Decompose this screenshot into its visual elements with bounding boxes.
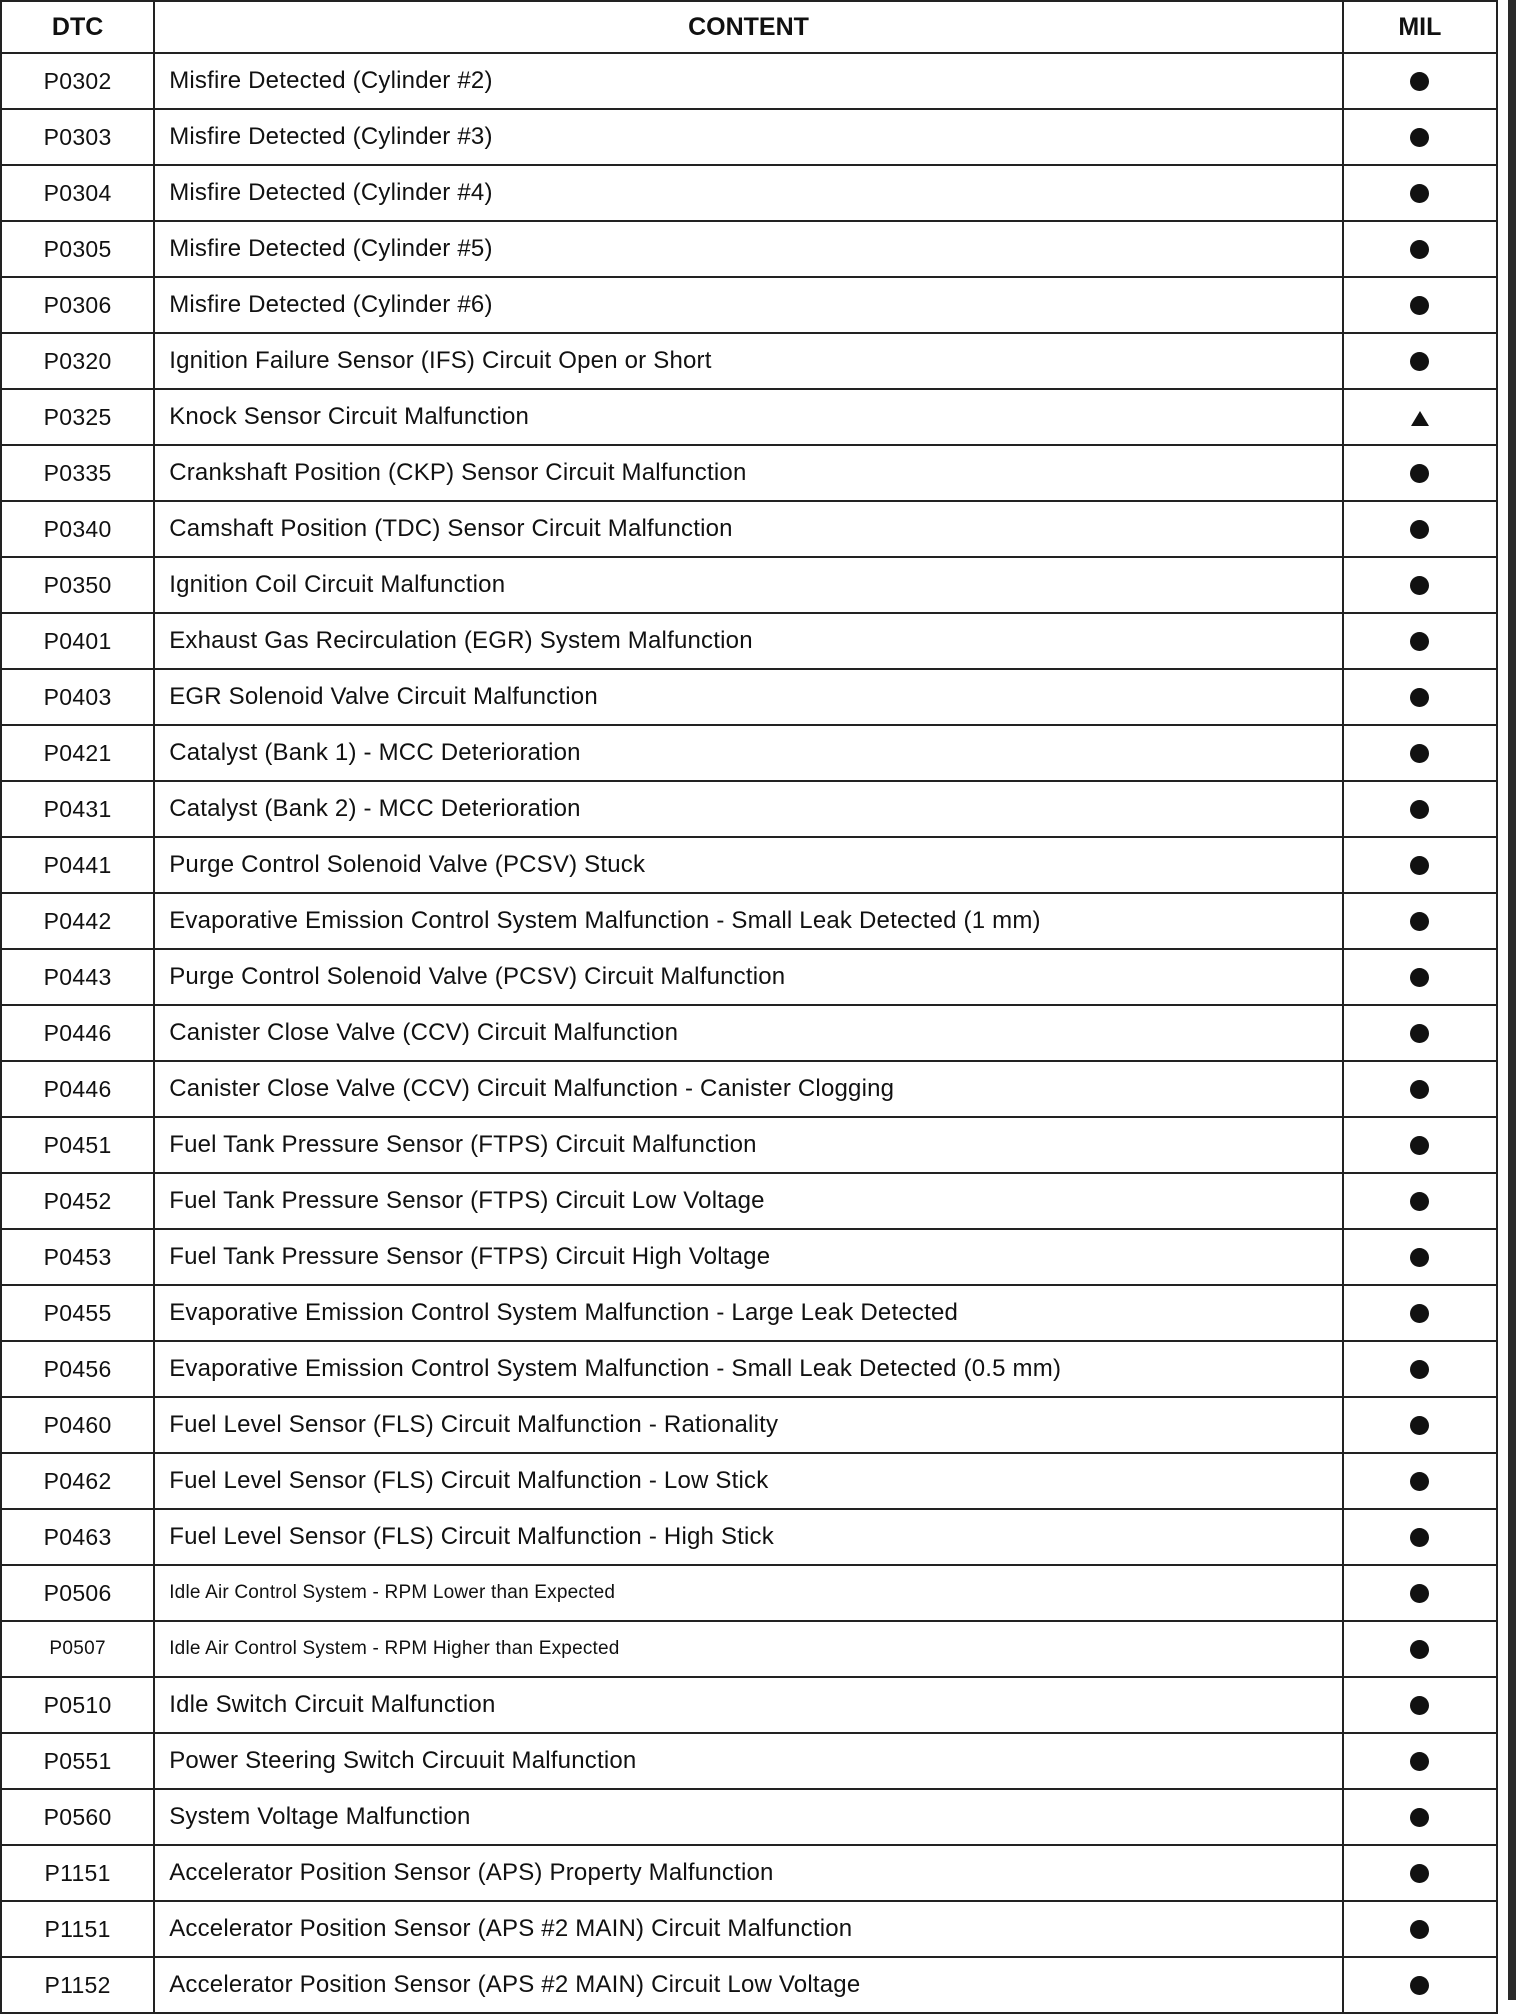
content-description-cell: Fuel Tank Pressure Sensor (FTPS) Circuit Low Voltage — [154, 1173, 1343, 1229]
table-body — [1, 53, 1497, 2013]
mil-cell — [1343, 445, 1497, 501]
table-row — [1, 221, 1497, 277]
table-row — [1, 557, 1497, 613]
mil-cell — [1343, 1229, 1497, 1285]
dtc-code-cell: P1151 — [1, 1845, 154, 1901]
dtc-code-cell: P0463 — [1, 1509, 154, 1565]
content-description-cell: Camshaft Position (TDC) Sensor Circuit Malfunction — [154, 501, 1343, 557]
mil-cell — [1343, 1901, 1497, 1957]
content-description-cell: Fuel Level Sensor (FLS) Circuit Malfunction - Low Stick — [154, 1453, 1343, 1509]
dtc-code-cell: P0460 — [1, 1397, 154, 1453]
content-description-cell: Power Steering Switch Circuuit Malfunction — [154, 1733, 1343, 1789]
dtc-code-cell: P0443 — [1, 949, 154, 1005]
mil-cell — [1343, 893, 1497, 949]
table-row — [1, 445, 1497, 501]
table-row — [1, 389, 1497, 445]
table-row — [1, 501, 1497, 557]
table-row — [1, 1005, 1497, 1061]
table-row — [1, 1565, 1497, 1621]
dtc-code-cell: P0446 — [1, 1005, 154, 1061]
table-row — [1, 1509, 1497, 1565]
mil-dot-icon — [1410, 1416, 1429, 1435]
mil-dot-icon — [1410, 1640, 1429, 1659]
dtc-code-cell: P0507 — [1, 1621, 154, 1677]
table-row — [1, 1957, 1497, 2013]
mil-dot-icon — [1410, 464, 1429, 483]
mil-cell — [1343, 1117, 1497, 1173]
mil-cell — [1343, 725, 1497, 781]
content-description-cell: Fuel Level Sensor (FLS) Circuit Malfunction - High Stick — [154, 1509, 1343, 1565]
mil-cell — [1343, 1453, 1497, 1509]
mil-cell — [1343, 389, 1497, 445]
content-description-cell: Misfire Detected (Cylinder #2) — [154, 53, 1343, 109]
content-description-cell: Idle Air Control System - RPM Lower than Expected — [154, 1565, 1343, 1621]
content-description-cell: Knock Sensor Circuit Malfunction — [154, 389, 1343, 445]
dtc-code-cell: P0325 — [1, 389, 154, 445]
dtc-code-cell: P0350 — [1, 557, 154, 613]
mil-cell — [1343, 1509, 1497, 1565]
content-description-cell: Ignition Failure Sensor (IFS) Circuit Open or Short — [154, 333, 1343, 389]
mil-cell — [1343, 109, 1497, 165]
dtc-code-cell: P0305 — [1, 221, 154, 277]
content-description-cell: EGR Solenoid Valve Circuit Malfunction — [154, 669, 1343, 725]
table-row — [1, 669, 1497, 725]
mil-dot-icon — [1410, 1248, 1429, 1267]
mil-dot-icon — [1410, 1136, 1429, 1155]
mil-cell — [1343, 1397, 1497, 1453]
mil-cell — [1343, 1957, 1497, 2013]
mil-cell — [1343, 1061, 1497, 1117]
dtc-code-cell: P0453 — [1, 1229, 154, 1285]
mil-cell — [1343, 949, 1497, 1005]
mil-dot-icon — [1410, 240, 1429, 259]
mil-cell — [1343, 1565, 1497, 1621]
table-row — [1, 893, 1497, 949]
content-description-cell: Evaporative Emission Control System Malfunction - Large Leak Detected — [154, 1285, 1343, 1341]
mil-dot-icon — [1410, 856, 1429, 875]
mil-triangle-icon — [1411, 411, 1429, 426]
dtc-code-cell: P0401 — [1, 613, 154, 669]
table-row — [1, 1173, 1497, 1229]
content-description-cell: Misfire Detected (Cylinder #6) — [154, 277, 1343, 333]
mil-dot-icon — [1410, 1360, 1429, 1379]
mil-dot-icon — [1410, 968, 1429, 987]
content-description-cell: Canister Close Valve (CCV) Circuit Malfunction - Canister Clogging — [154, 1061, 1343, 1117]
dtc-code-cell: P0431 — [1, 781, 154, 837]
mil-dot-icon — [1410, 296, 1429, 315]
header-content: CONTENT — [154, 1, 1343, 53]
content-description-cell: Ignition Coil Circuit Malfunction — [154, 557, 1343, 613]
table-row — [1, 837, 1497, 893]
table-row — [1, 1845, 1497, 1901]
dtc-code-cell: P0441 — [1, 837, 154, 893]
dtc-code-cell: P0456 — [1, 1341, 154, 1397]
dtc-code-cell: P0340 — [1, 501, 154, 557]
table-row — [1, 53, 1497, 109]
mil-dot-icon — [1410, 352, 1429, 371]
table-row — [1, 1229, 1497, 1285]
dtc-code-cell: P0303 — [1, 109, 154, 165]
mil-cell — [1343, 1621, 1497, 1677]
mil-cell — [1343, 1173, 1497, 1229]
dtc-code-cell: P0421 — [1, 725, 154, 781]
mil-dot-icon — [1410, 1976, 1429, 1995]
content-description-cell: Crankshaft Position (CKP) Sensor Circuit Malfunction — [154, 445, 1343, 501]
table-row — [1, 1341, 1497, 1397]
mil-dot-icon — [1410, 520, 1429, 539]
mil-cell — [1343, 1845, 1497, 1901]
mil-cell — [1343, 1789, 1497, 1845]
mil-cell — [1343, 1005, 1497, 1061]
table-row — [1, 1397, 1497, 1453]
table-row — [1, 725, 1497, 781]
table-row — [1, 1061, 1497, 1117]
mil-dot-icon — [1410, 1584, 1429, 1603]
dtc-code-cell: P0560 — [1, 1789, 154, 1845]
dtc-code-cell: P0306 — [1, 277, 154, 333]
table-header — [1, 1, 1497, 53]
content-description-cell: Accelerator Position Sensor (APS) Property Malfunction — [154, 1845, 1343, 1901]
content-description-cell: Purge Control Solenoid Valve (PCSV) Circuit Malfunction — [154, 949, 1343, 1005]
dtc-code-cell: P0320 — [1, 333, 154, 389]
content-description-cell: Misfire Detected (Cylinder #4) — [154, 165, 1343, 221]
content-description-cell: Idle Air Control System - RPM Higher than Expected — [154, 1621, 1343, 1677]
mil-dot-icon — [1410, 72, 1429, 91]
header-mil: MIL — [1343, 1, 1497, 53]
dtc-code-cell: P0451 — [1, 1117, 154, 1173]
mil-dot-icon — [1410, 1752, 1429, 1771]
mil-dot-icon — [1410, 800, 1429, 819]
table-row — [1, 613, 1497, 669]
table-row — [1, 109, 1497, 165]
mil-dot-icon — [1410, 1192, 1429, 1211]
content-description-cell: Purge Control Solenoid Valve (PCSV) Stuck — [154, 837, 1343, 893]
mil-dot-icon — [1410, 1304, 1429, 1323]
mil-dot-icon — [1410, 1528, 1429, 1547]
table-row — [1, 1901, 1497, 1957]
table-row — [1, 1285, 1497, 1341]
page-edge-border — [1508, 0, 1516, 2000]
mil-cell — [1343, 53, 1497, 109]
content-description-cell: Accelerator Position Sensor (APS #2 MAIN) Circuit Low Voltage — [154, 1957, 1343, 2013]
mil-dot-icon — [1410, 1808, 1429, 1827]
table-row — [1, 1789, 1497, 1845]
mil-dot-icon — [1410, 1696, 1429, 1715]
content-description-cell: Catalyst (Bank 2) - MCC Deterioration — [154, 781, 1343, 837]
table-row — [1, 949, 1497, 1005]
table-row — [1, 1733, 1497, 1789]
mil-cell — [1343, 613, 1497, 669]
dtc-code-cell: P0462 — [1, 1453, 154, 1509]
mil-dot-icon — [1410, 128, 1429, 147]
dtc-code-cell: P0442 — [1, 893, 154, 949]
table-row — [1, 1621, 1497, 1677]
mil-dot-icon — [1410, 1864, 1429, 1883]
mil-dot-icon — [1410, 744, 1429, 763]
mil-cell — [1343, 557, 1497, 613]
table-row — [1, 1677, 1497, 1733]
header-dtc: DTC — [1, 1, 154, 53]
mil-dot-icon — [1410, 1024, 1429, 1043]
mil-dot-icon — [1410, 576, 1429, 595]
dtc-code-cell: P0455 — [1, 1285, 154, 1341]
table-row — [1, 1117, 1497, 1173]
mil-dot-icon — [1410, 1920, 1429, 1939]
mil-cell — [1343, 333, 1497, 389]
table-row — [1, 277, 1497, 333]
mil-dot-icon — [1410, 632, 1429, 651]
content-description-cell: Fuel Tank Pressure Sensor (FTPS) Circuit Malfunction — [154, 1117, 1343, 1173]
dtc-code-cell: P0551 — [1, 1733, 154, 1789]
mil-dot-icon — [1410, 688, 1429, 707]
content-description-cell: Catalyst (Bank 1) - MCC Deterioration — [154, 725, 1343, 781]
content-description-cell: Canister Close Valve (CCV) Circuit Malfunction — [154, 1005, 1343, 1061]
mil-cell — [1343, 1285, 1497, 1341]
content-description-cell: Misfire Detected (Cylinder #3) — [154, 109, 1343, 165]
header-row — [1, 1, 1497, 53]
dtc-code-cell: P0302 — [1, 53, 154, 109]
mil-dot-icon — [1410, 912, 1429, 931]
dtc-code-cell: P0510 — [1, 1677, 154, 1733]
dtc-code-cell: P0403 — [1, 669, 154, 725]
content-description-cell: Fuel Level Sensor (FLS) Circuit Malfunction - Rationality — [154, 1397, 1343, 1453]
mil-cell — [1343, 1341, 1497, 1397]
dtc-code-cell: P0506 — [1, 1565, 154, 1621]
dtc-code-cell: P0304 — [1, 165, 154, 221]
mil-cell — [1343, 1677, 1497, 1733]
dtc-code-cell: P0335 — [1, 445, 154, 501]
mil-cell — [1343, 277, 1497, 333]
dtc-code-cell: P1151 — [1, 1901, 154, 1957]
table-row — [1, 165, 1497, 221]
mil-dot-icon — [1410, 1472, 1429, 1491]
mil-cell — [1343, 501, 1497, 557]
mil-cell — [1343, 1733, 1497, 1789]
mil-dot-icon — [1410, 1080, 1429, 1099]
table-row — [1, 781, 1497, 837]
content-description-cell: Evaporative Emission Control System Malfunction - Small Leak Detected (0.5 mm) — [154, 1341, 1343, 1397]
content-description-cell: Fuel Tank Pressure Sensor (FTPS) Circuit High Voltage — [154, 1229, 1343, 1285]
mil-dot-icon — [1410, 184, 1429, 203]
mil-cell — [1343, 221, 1497, 277]
mil-cell — [1343, 781, 1497, 837]
table-row — [1, 1453, 1497, 1509]
content-description-cell: Accelerator Position Sensor (APS #2 MAIN) Circuit Malfunction — [154, 1901, 1343, 1957]
content-description-cell: Idle Switch Circuit Malfunction — [154, 1677, 1343, 1733]
content-description-cell: Evaporative Emission Control System Malfunction - Small Leak Detected (1 mm) — [154, 893, 1343, 949]
mil-cell — [1343, 669, 1497, 725]
mil-cell — [1343, 165, 1497, 221]
dtc-code-cell: P1152 — [1, 1957, 154, 2013]
dtc-code-cell: P0446 — [1, 1061, 154, 1117]
content-description-cell: Exhaust Gas Recirculation (EGR) System Malfunction — [154, 613, 1343, 669]
mil-cell — [1343, 837, 1497, 893]
table-row — [1, 333, 1497, 389]
content-description-cell: Misfire Detected (Cylinder #5) — [154, 221, 1343, 277]
dtc-code-cell: P0452 — [1, 1173, 154, 1229]
content-description-cell: System Voltage Malfunction — [154, 1789, 1343, 1845]
